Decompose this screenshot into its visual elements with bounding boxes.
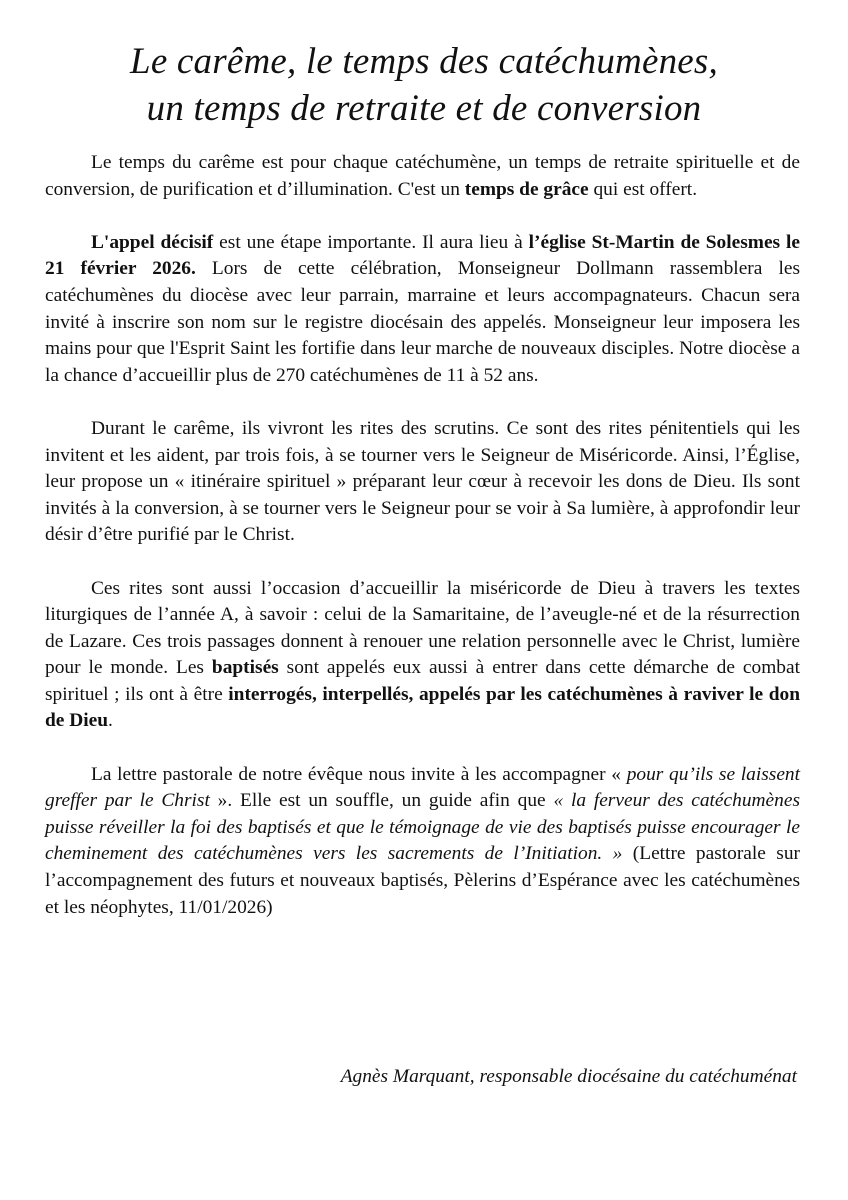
paragraph-appel-decisif xyxy=(45,230,800,390)
text-segment: qui est offert. xyxy=(588,178,698,200)
title-line-2: un temps de retraite et de conversion xyxy=(146,88,702,129)
signature: Agnès Marquant, responsable diocésaine du catéchuménat xyxy=(340,1066,797,1087)
text-segment: ». Elle est un souffle, un guide afin que xyxy=(209,790,554,812)
emphasis-temps-de-grace: temps de grâce xyxy=(464,178,589,200)
citation-reference: (Lettre pastorale sur l’accompagnement des futurs et nouveaux baptisés, Pèlerins d’Espérance avec les catéchumènes et les néophytes, 11/01/2026) xyxy=(45,843,801,918)
quote-ferveur: « la ferveur des catéchumènes puisse réveiller la foi des baptisés et que le témoignage de vie des baptisés puisse encourager le cheminement des catéchumènes vers les sacrements de l’Initiation. » xyxy=(45,790,800,865)
paragraph-lettre-pastorale xyxy=(45,762,800,922)
text-segment: Ces rites sont aussi l’occasion d’accueillir la miséricorde de Dieu à travers les textes liturgiques de l’année A, à savoir : celui de la Samaritaine, de l’aveugle-né et de la résurrection de Lazare. Ces trois passages donnent à renouer une relation personnelle avec le Christ, lumière pour le monde. Les xyxy=(45,577,800,679)
document-title xyxy=(0,38,848,132)
text-segment: La lettre pastorale de notre évêque nous invite à les accompagner « xyxy=(91,763,627,785)
text-segment: est une étape importante. Il aura lieu à xyxy=(213,231,529,253)
paragraph-rites xyxy=(45,576,800,736)
quote-greffer: pour qu’ils se laissent greffer par le Christ xyxy=(45,763,801,812)
text-segment: Le temps du carême est pour chaque catéchumène, un temps de retraite spirituelle et de conversion, de purification et d’illumination. C'est un xyxy=(45,152,800,200)
emphasis-raviver-don: interrogés, interpellés, appelés par les catéchumènes à raviver le don de Dieu xyxy=(45,683,800,732)
text-segment: sont appelés eux aussi à entrer dans cette démarche de combat spirituel ; ils ont à être xyxy=(45,657,800,705)
paragraph-scrutins xyxy=(45,416,800,549)
emphasis-baptises: baptisés xyxy=(211,657,279,679)
text-segment: . xyxy=(108,710,113,732)
emphasis-appel-decisif: L'appel décisif xyxy=(91,231,214,253)
title-line-1: Le carême, le temps des catéchumènes, xyxy=(130,41,718,82)
text-segment: Durant le carême, ils vivront les rites des scrutins. Ce sont des rites pénitentiels qui les invitent et les aident, par trois fois, à se tourner vers le Seigneur de Miséricorde. Ainsi, l’Église, leur propose un « itinéraire spirituel » préparant leur cœur à recevoir les dons de Dieu. Ils sont invités à la conversion, à se tourner vers le Seigneur pour se voir à Sa lumière, à approfondir leur désir d’être purifié par le Christ. xyxy=(45,417,800,546)
document-body xyxy=(45,150,800,948)
paragraph-intro xyxy=(45,150,800,203)
text-segment: Lors de cette célébration, Monseigneur Dollmann rassemblera les catéchumènes du diocèse avec leur parrain, marraine et leurs accompagnateurs. Chacun sera invité à inscrire son nom sur le registre diocésain des appelés. Monseigneur leur imposera les mains pour que l'Esprit Saint les fortifie dans leur marche de nouveaux disciples. Notre diocèse a la chance d’accueillir plus de 270 catéchumènes de 11 à 52 ans. xyxy=(45,258,800,386)
emphasis-event-location-date: l’église St-Martin de Solesmes le 21 février 2026. xyxy=(45,231,800,280)
